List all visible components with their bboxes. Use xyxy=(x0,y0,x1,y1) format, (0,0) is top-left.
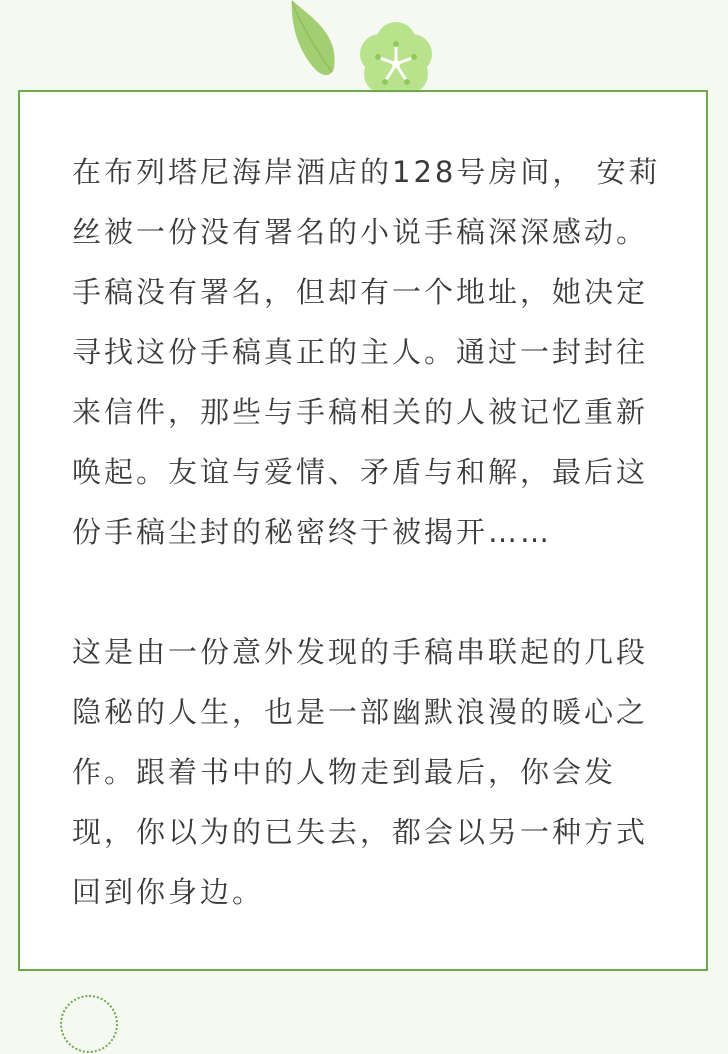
synopsis-paragraph-2: 这是由一份意外发现的手稿串联起的几段隐秘的人生，也是一部幽默浪漫的暖心之作。跟着书中的人物走到最后，你会发现，你以为的已失去，都会以另一种方式回到你身边。 xyxy=(72,635,649,909)
dotted-circle-icon xyxy=(60,995,118,1053)
synopsis-paragraph-1: 在布列塔尼海岸酒店的128号房间， 安莉丝被一份没有署名的小说手稿深深感动。手稿没有署名，但却有一个地址，她决定寻找这份手稿真正的主人。通过一封封往来信件，那些与手稿相关的人被记忆重新唤起。友谊与爱情、矛盾与和解，最后这份手稿尘封的秘密终于被揭开…… xyxy=(72,155,661,549)
leaf-icon xyxy=(278,0,344,80)
clover-flower-icon xyxy=(350,20,442,100)
synopsis-card xyxy=(18,90,708,971)
